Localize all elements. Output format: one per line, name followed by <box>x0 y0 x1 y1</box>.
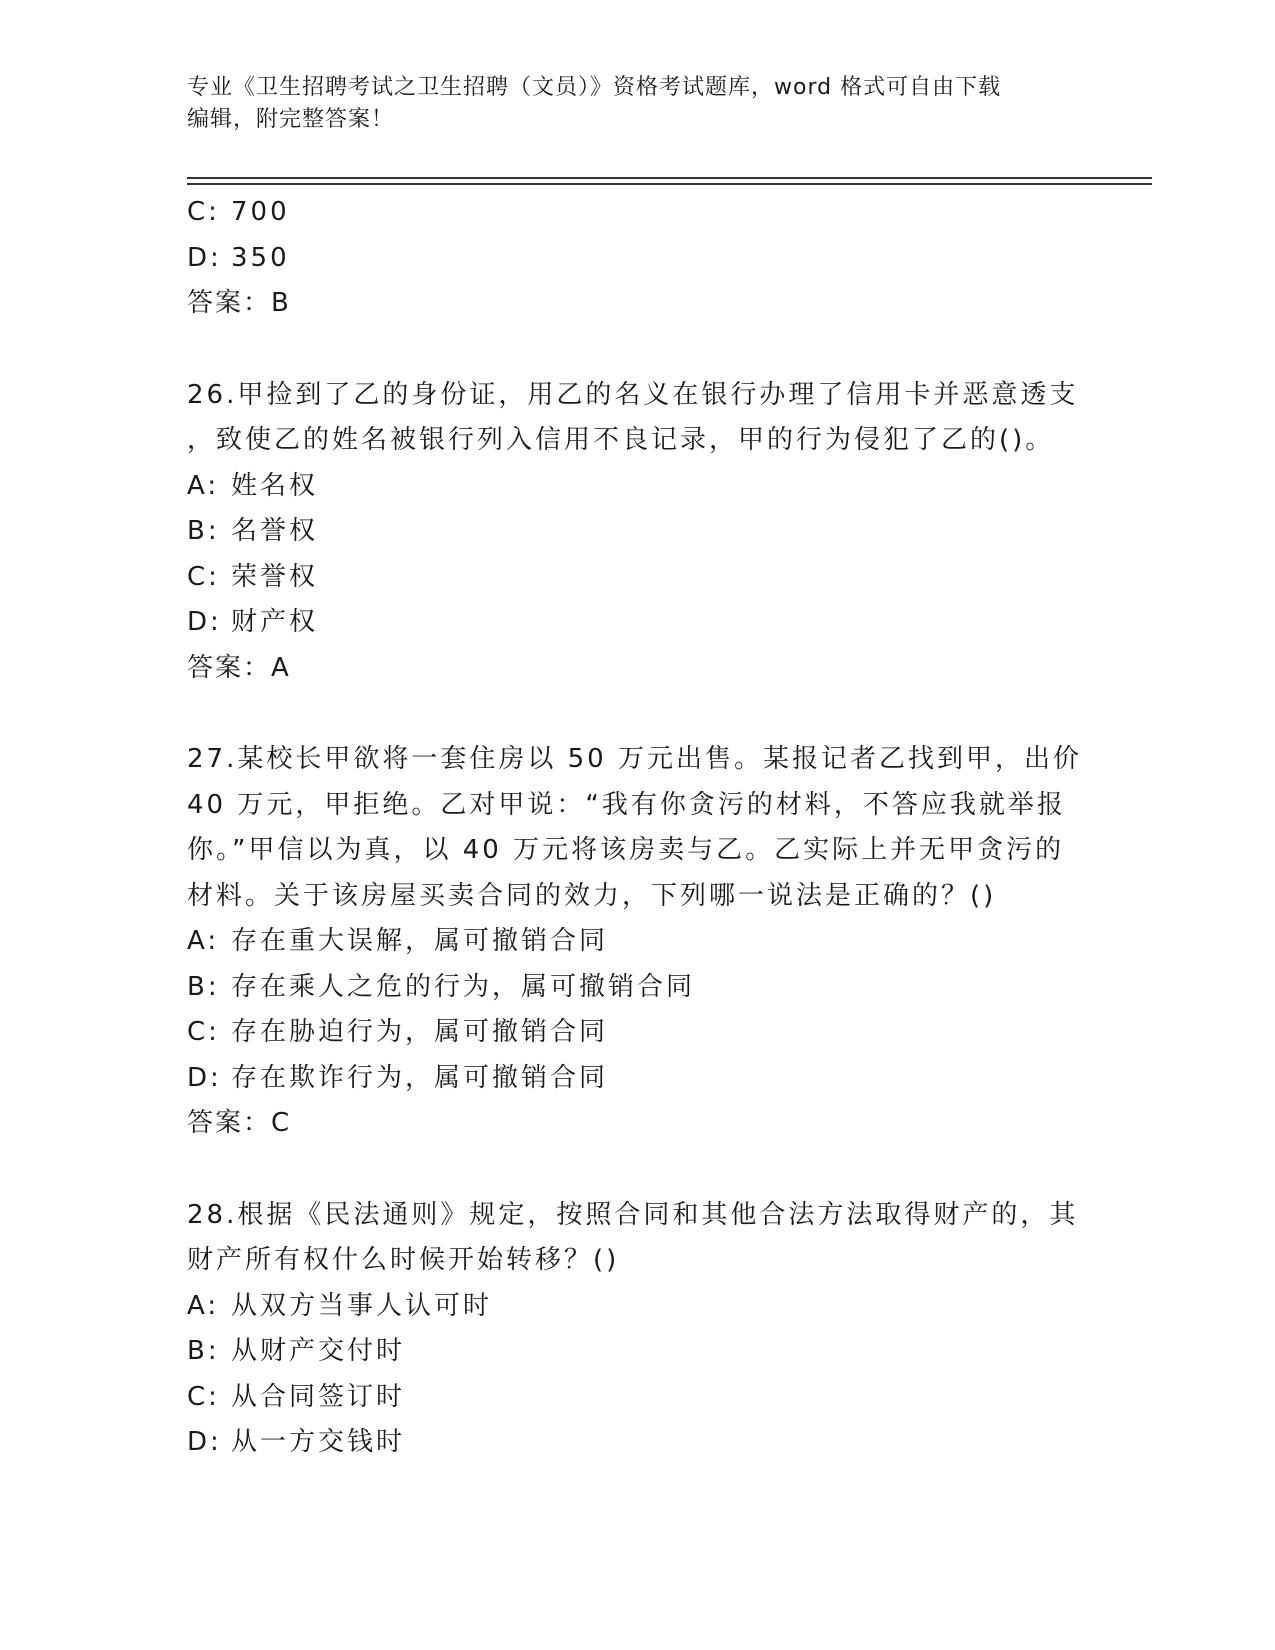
option-prefix: A: <box>187 926 220 956</box>
question-list <box>187 190 1087 1466</box>
question-stem-line: 27.某校长甲欲将一套住房以 50 万元出售。某报记者乙找到甲，出价 <box>187 744 1082 774</box>
option-prefix: C: <box>187 1381 220 1412</box>
option-text: 700 <box>231 197 290 227</box>
option-line <box>187 1056 1087 1102</box>
option-prefix: D: <box>187 1427 222 1457</box>
document-header <box>187 72 1087 136</box>
option-prefix: C: <box>187 1017 220 1047</box>
option-line <box>187 236 1087 282</box>
option-text: 从双方当事人认可时 <box>231 1290 493 1321</box>
question-stem-line: 28.根据《民法通则》规定，按照合同和其他合法方法取得财产的，其 <box>187 1199 1079 1230</box>
header-line-1: 专业《卫生招聘考试之卫生招聘（文员）》资格考试题库，word 格式可自由下载 <box>187 75 1002 100</box>
option-text: 350 <box>231 242 290 273</box>
question-28 <box>187 1193 1087 1466</box>
question-26 <box>187 373 1087 692</box>
question-stem-line: ，致使乙的姓名被银行列入信用不良记录，甲的行为侵犯了乙的()。 <box>187 425 1055 455</box>
question-stem-line: 财产所有权什么时候开始转移？() <box>187 1245 620 1275</box>
option-text: 荣誉权 <box>231 561 319 592</box>
option-prefix: D: <box>187 242 222 273</box>
option-prefix: A: <box>187 1290 220 1321</box>
option-line <box>187 1375 1087 1421</box>
option-text: 存在重大误解，属可撤销合同 <box>231 926 609 956</box>
option-text: 名誉权 <box>231 516 319 546</box>
option-line <box>187 919 1087 965</box>
question-stem-line: 26.甲捡到了乙的身份证，用乙的名义在银行办理了信用卡并恶意透支 <box>187 379 1079 410</box>
answer-line: 答案：C <box>187 1108 292 1138</box>
option-line <box>187 1284 1087 1330</box>
question-stem-line: 40 万元，甲拒绝。乙对甲说：“我有你贪污的材料，不答应我就举报 <box>187 789 1066 820</box>
option-line <box>187 509 1087 555</box>
option-line <box>187 1420 1087 1466</box>
question-stem-line: 你。”甲信以为真，以 40 万元将该房卖与乙。乙实际上并无甲贪污的 <box>187 835 1065 865</box>
option-text: 财产权 <box>231 607 319 637</box>
option-text: 姓名权 <box>231 470 319 501</box>
question-27 <box>187 737 1087 1147</box>
question-stem-line: 材料。关于该房屋买卖合同的效力，下列哪一说法是正确的？() <box>187 880 997 911</box>
header-rule-top <box>187 177 1152 179</box>
option-prefix: C: <box>187 561 220 592</box>
answer-line: 答案：B <box>187 288 291 318</box>
option-prefix: B: <box>187 971 220 1002</box>
option-text: 存在乘人之危的行为，属可撤销合同 <box>231 971 696 1002</box>
option-line <box>187 555 1087 601</box>
option-text: 从财产交付时 <box>231 1336 406 1366</box>
option-line <box>187 600 1087 646</box>
option-line <box>187 1329 1087 1375</box>
option-line <box>187 464 1087 510</box>
option-text: 存在欺诈行为，属可撤销合同 <box>231 1062 609 1093</box>
option-prefix: D: <box>187 607 222 637</box>
option-prefix: B: <box>187 1336 220 1366</box>
option-prefix: D: <box>187 1062 222 1093</box>
option-line <box>187 1010 1087 1056</box>
option-prefix: C: <box>187 197 220 227</box>
header-rule-bottom <box>187 183 1152 185</box>
option-text: 从一方交钱时 <box>231 1427 406 1457</box>
option-line <box>187 190 1087 236</box>
option-prefix: B: <box>187 516 220 546</box>
option-prefix: A: <box>187 470 220 501</box>
answer-line: 答案：A <box>187 652 291 683</box>
header-line-2: 编辑，附完整答案！ <box>187 107 395 132</box>
carryover-block <box>187 190 1087 327</box>
option-text: 从合同签订时 <box>231 1381 406 1412</box>
option-text: 存在胁迫行为，属可撤销合同 <box>231 1017 609 1047</box>
option-line <box>187 965 1087 1011</box>
